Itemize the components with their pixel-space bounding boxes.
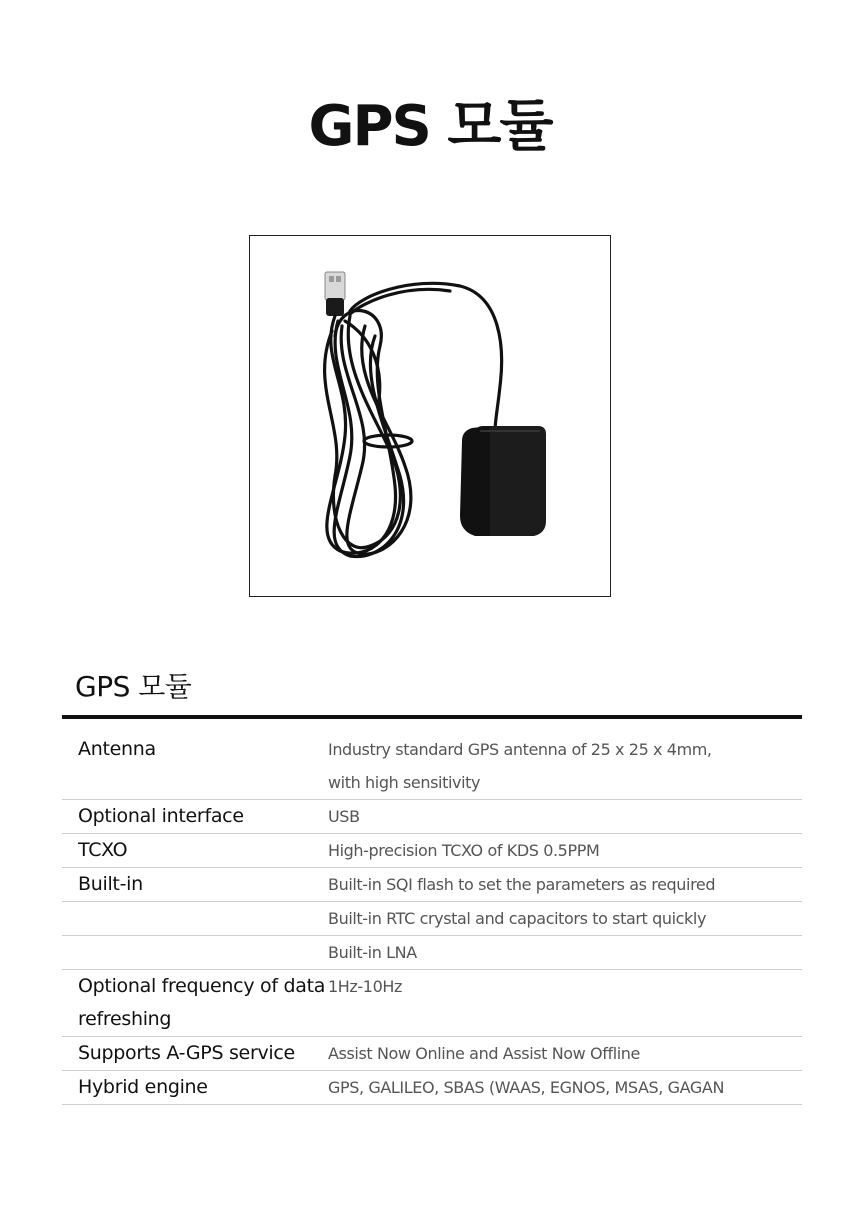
spec-row bbox=[62, 936, 802, 970]
spec-value-line: Industry standard GPS antenna of 25 x 25 x 4mm, bbox=[328, 740, 712, 759]
spec-value bbox=[328, 834, 802, 867]
spec-label: Optional interface bbox=[78, 805, 244, 827]
spec-value-line: Built-in SQI flash to set the parameters as required bbox=[328, 875, 716, 894]
spec-value-line: 1Hz-10Hz bbox=[328, 977, 402, 996]
spec-label: Built-in bbox=[78, 873, 143, 895]
spec-row bbox=[62, 733, 802, 800]
spec-value-line: Assist Now Online and Assist Now Offline bbox=[328, 1044, 640, 1063]
spec-row bbox=[62, 1037, 802, 1071]
spec-label: Optional frequency of data refreshing bbox=[78, 975, 326, 1030]
spec-table bbox=[62, 733, 802, 1105]
spec-value bbox=[328, 868, 802, 901]
spec-label: Antenna bbox=[78, 738, 156, 760]
spec-value bbox=[328, 800, 802, 833]
spec-label: TCXO bbox=[78, 839, 128, 861]
spec-label bbox=[62, 902, 328, 935]
spec-value-line: Built-in RTC crystal and capacitors to start quickly bbox=[328, 909, 707, 928]
spec-value-line: Built-in LNA bbox=[328, 943, 417, 962]
spec-row bbox=[62, 1071, 802, 1105]
page-title: GPS 모듈 bbox=[308, 94, 552, 159]
spec-value bbox=[328, 970, 802, 1036]
gps-antenna-image bbox=[250, 236, 610, 596]
spec-value bbox=[328, 902, 802, 935]
spec-label: Supports A-GPS service bbox=[78, 1042, 295, 1064]
section-divider bbox=[62, 715, 802, 719]
spec-row bbox=[62, 970, 802, 1037]
spec-row bbox=[62, 868, 802, 902]
spec-label bbox=[62, 936, 328, 969]
spec-value bbox=[328, 733, 802, 799]
spec-value bbox=[328, 936, 802, 969]
spec-row bbox=[62, 902, 802, 936]
section-title: GPS 모듈 bbox=[75, 670, 192, 703]
spec-value bbox=[328, 1037, 802, 1070]
spec-value-line: High-precision TCXO of KDS 0.5PPM bbox=[328, 841, 600, 860]
spec-label: Hybrid engine bbox=[78, 1076, 208, 1098]
spec-value bbox=[328, 1071, 802, 1104]
product-image bbox=[249, 235, 611, 597]
spec-value-line: with high sensitivity bbox=[328, 773, 481, 792]
spec-row bbox=[62, 834, 802, 868]
spec-value-line: GPS, GALILEO, SBAS (WAAS, EGNOS, MSAS, GAGAN bbox=[328, 1078, 725, 1097]
spec-row bbox=[62, 800, 802, 834]
spec-value-line: USB bbox=[328, 807, 360, 826]
